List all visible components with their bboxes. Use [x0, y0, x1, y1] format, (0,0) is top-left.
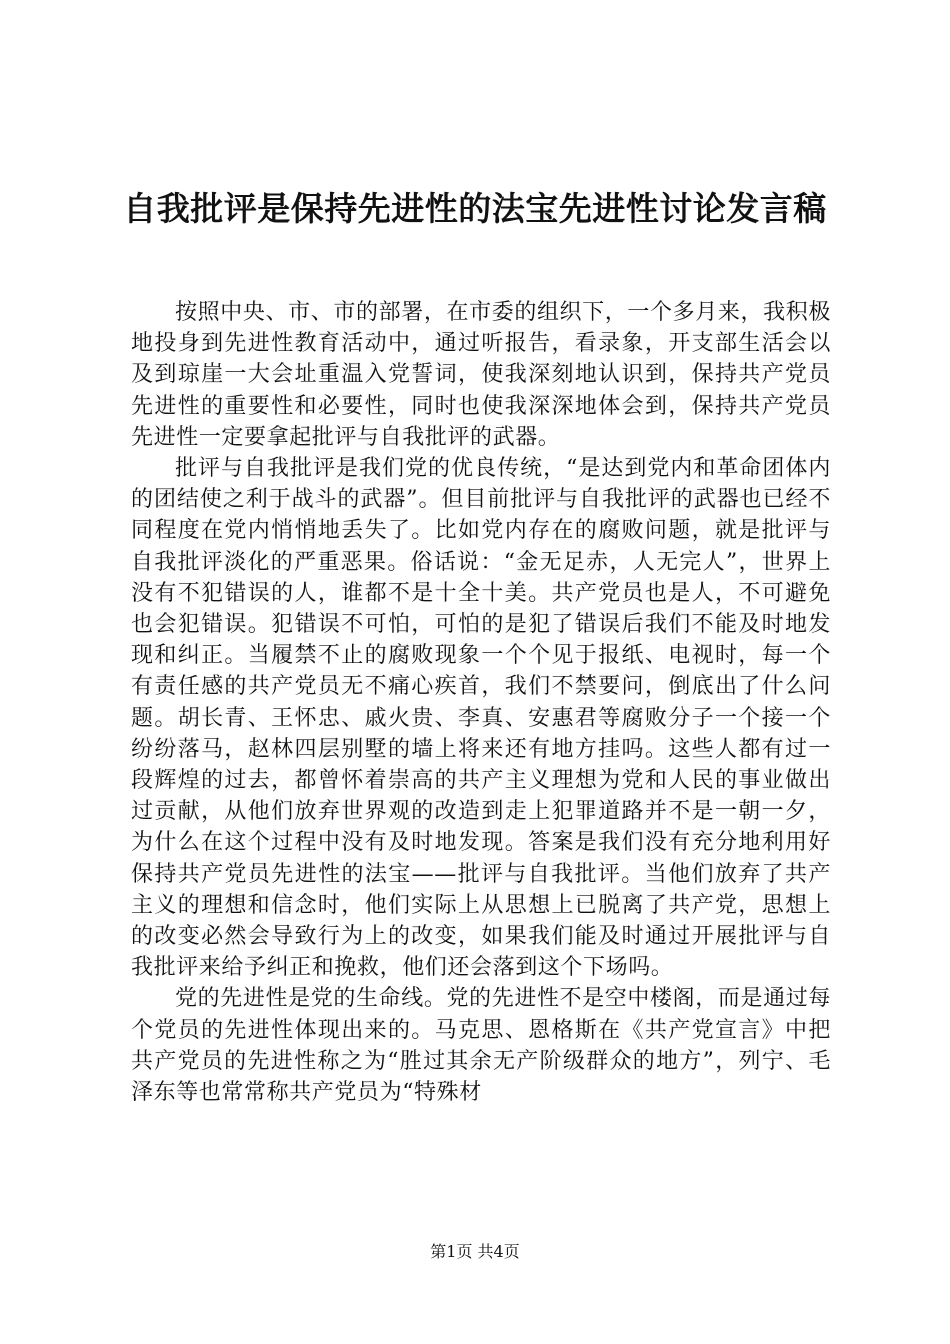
document-title: 自我批评是保持先进性的法宝先进性讨论发言稿 — [123, 189, 827, 228]
paragraph-3: 党的先进性是党的生命线。党的先进性不是空中楼阁，而是通过每个党员的先进性体现出来的。马克思、恩格斯在《共产党宣言》中把共产党员的先进性称之为“胜过其余无产阶级群众的地方”，列宁、毛泽东等也常常称共产党员为“特殊材 — [131, 986, 831, 1106]
document-body — [131, 297, 831, 1108]
paragraph-2: 批评与自我批评是我们党的优良传统，“是达到党内和革命团体内的团结使之利于战斗的武器”。但目前批评与自我批评的武器也已经不同程度在党内悄悄地丢失了。比如党内存在的腐败问题，就是批评与自我批评淡化的严重恶果。俗话说：“金无足赤，人无完人”，世界上没有不犯错误的人，谁都不是十全十美。共产党员也是人，不可避免也会犯错误。犯错误不可怕，可怕的是犯了错误后我们不能及时地发现和纠正。当履禁不止的腐败现象一个个见于报纸、电视时，每一个有责任感的共产党员无不痛心疾首，我们不禁要问，倒底出了什么问题。胡长青、王怀忠、戚火贵、李真、安惠君等腐败分子一个接一个纷纷落马，赵林四层别墅的墙上将来还有地方挂吗。这些人都有过一段辉煌的过去，都曾怀着崇高的共产主义理想为党和人民的事业做出过贡献，从他们放弃世界观的改造到走上犯罪道路并不是一朝一夕，为什么在这个过程中没有及时地发现。答案是我们没有充分地利用好保持共产党员先进性的法宝——批评与自我批评。当他们放弃了共产主义的理想和信念时，他们实际上从思想上已脱离了共产党，思想上的改变必然会导致行为上的改变，如果我们能及时通过开展批评与自我批评来给予纠正和挽救，他们还会落到这个下场吗。 — [131, 456, 831, 981]
page-footer: 第1页 共4页 — [430, 1242, 520, 1261]
paragraph-1: 按照中央、市、市的部署，在市委的组织下，一个多月来，我积极地投身到先进性教育活动中，通过听报告，看录象，开支部生活会以及到琼崖一大会址重温入党誓词，使我深刻地认识到，保持共产党员先进性的重要性和必要性，同时也使我深深地体会到，保持共产党员先进性一定要拿起批评与自我批评的武器。 — [131, 300, 831, 450]
